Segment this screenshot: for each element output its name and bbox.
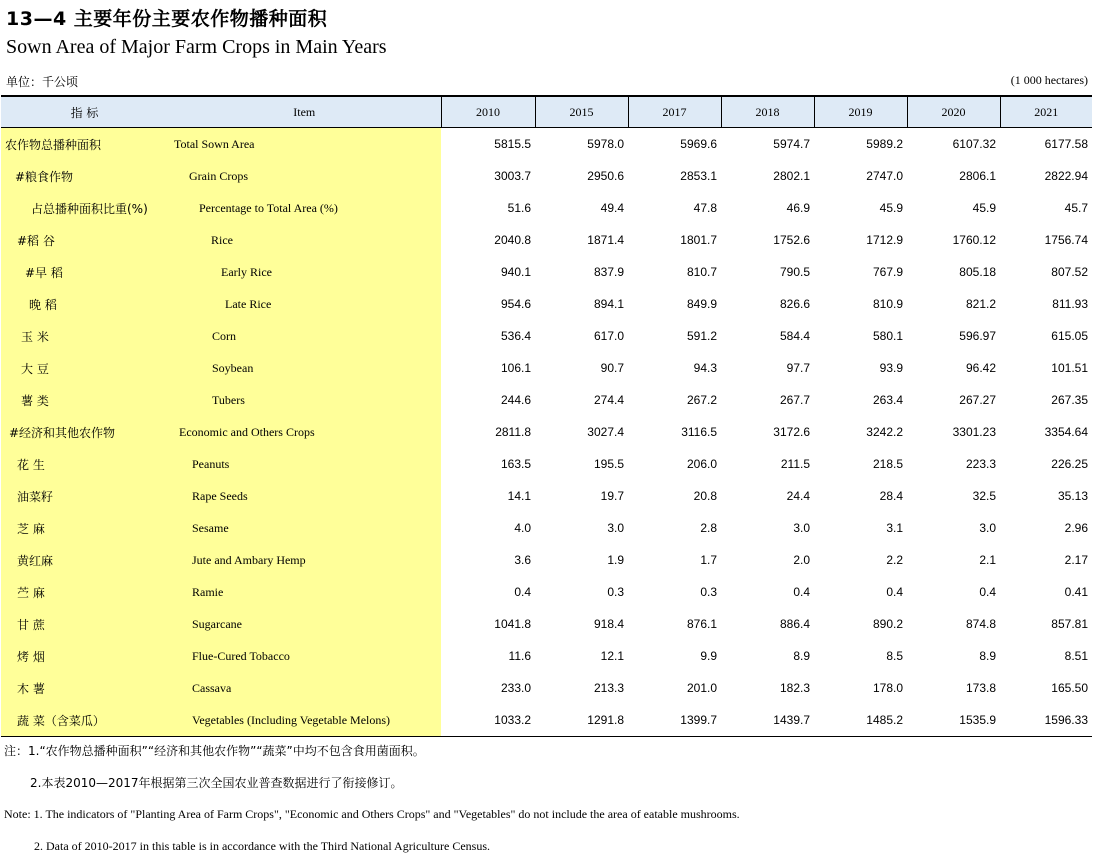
value-cell: 3003.7 [494,169,531,183]
table-row [1,128,1092,161]
row-label-cn: 甘 蔗 [1,608,168,640]
value-cell: 20.8 [693,489,717,503]
value-cell: 3301.23 [952,425,996,439]
value-cell: 2802.1 [773,169,810,183]
row-label-cn: #粮食作物 [1,160,168,192]
value-cell: 0.4 [886,585,903,599]
value-cell: 954.6 [500,297,531,311]
value-cell: 8.51 [1064,649,1088,663]
note-cn-2: 2.本表2010—2017年根据第三次全国农业普查数据进行了衔接修订。 [30,776,403,790]
value-cell: 591.2 [686,329,717,343]
value-cell: 8.9 [793,649,810,663]
value-cell: 97.7 [786,361,810,375]
value-cell: 894.1 [593,297,624,311]
value-cell: 8.9 [979,649,996,663]
table-title-en: Sown Area of Major Farm Crops in Main Years [6,36,387,58]
row-label-cn: 蔬 菜（含菜瓜） [1,704,168,737]
value-cell: 3.1 [886,521,903,535]
value-cell: 93.9 [879,361,903,375]
row-label-en: Sesame [168,512,441,544]
value-cell: 2811.8 [495,425,531,439]
value-cell: 1439.7 [721,704,814,737]
value-cell: 244.6 [500,393,531,407]
value-cell: 3354.64 [1044,425,1088,439]
value-cell: 849.9 [686,297,717,311]
value-cell: 11.6 [508,649,531,663]
value-cell: 45.9 [972,201,996,215]
value-cell: 195.5 [593,457,624,471]
row-label-cn: 晚 稻 [1,288,168,320]
value-cell: 267.7 [779,393,810,407]
value-cell: 4.0 [514,521,531,535]
value-cell: 1712.9 [866,233,903,247]
value-cell: 9.9 [700,649,717,663]
row-label-en: Soybean [168,352,441,384]
table-row [1,352,1092,384]
table-row [1,608,1092,640]
value-cell: 206.0 [686,457,717,471]
value-cell: 2.0 [793,553,810,567]
row-label-en: Rape Seeds [168,480,441,512]
value-cell: 5815.5 [494,137,531,151]
row-label-cn: 烤 烟 [1,640,168,672]
value-cell: 274.4 [593,393,624,407]
table-row [1,416,1092,448]
value-cell: 918.4 [593,617,624,631]
header-indicator: 指 标 [1,96,168,128]
row-label-en: Ramie [168,576,441,608]
value-cell: 96.42 [965,361,996,375]
value-cell: 1871.4 [587,233,624,247]
value-cell: 807.52 [1051,265,1088,279]
value-cell: 826.6 [779,297,810,311]
value-cell: 3116.5 [681,425,717,439]
value-cell: 3.0 [793,521,810,535]
table-row [1,192,1092,224]
value-cell: 2747.0 [866,169,903,183]
value-cell: 35.13 [1057,489,1088,503]
header-year: 2010 [441,96,535,128]
row-label-en: Late Rice [168,288,441,320]
table-row [1,288,1092,320]
row-label-cn: 玉 米 [1,320,168,352]
value-cell: 805.18 [959,265,996,279]
value-cell: 617.0 [593,329,624,343]
row-label-cn: 芝 麻 [1,512,168,544]
value-cell: 2950.6 [587,169,624,183]
value-cell: 2.17 [1064,553,1088,567]
value-cell: 226.25 [1051,457,1088,471]
row-label-cn: 黄红麻 [1,544,168,576]
header-year: 2021 [1000,96,1092,128]
value-cell: 1801.7 [680,233,717,247]
row-label-cn: #稻 谷 [1,224,168,256]
value-cell: 811.93 [1052,297,1088,311]
unit-label-cn: 单位：千公顷 [6,75,79,89]
table-row [1,576,1092,608]
header-year: 2015 [535,96,628,128]
value-cell: 106.1 [500,361,531,375]
value-cell: 580.1 [872,329,903,343]
value-cell: 0.4 [793,585,810,599]
value-cell: 28.4 [879,489,903,503]
value-cell: 223.3 [965,457,996,471]
table-row [1,672,1092,704]
row-label-cn: 占总播种面积比重(%) [1,192,168,224]
row-label-en: Grain Crops [168,160,441,192]
value-cell: 890.2 [872,617,903,631]
table-row [1,384,1092,416]
row-label-cn: 薯 类 [1,384,168,416]
value-cell: 3.0 [607,521,624,535]
value-cell: 790.5 [779,265,810,279]
value-cell: 3.6 [514,553,531,567]
row-label-en: Sugarcane [168,608,441,640]
row-label-cn: 花 生 [1,448,168,480]
table-row [1,480,1092,512]
row-label-cn: 大 豆 [1,352,168,384]
row-label-en: Cassava [168,672,441,704]
value-cell: 1399.7 [628,704,721,737]
value-cell: 6177.58 [1044,137,1088,151]
value-cell: 5969.6 [680,137,717,151]
value-cell: 2.96 [1064,521,1088,535]
value-cell: 0.4 [979,585,996,599]
row-label-en: Total Sown Area [168,128,441,161]
value-cell: 1760.12 [952,233,996,247]
row-label-en: Economic and Others Crops [168,416,441,448]
note-cn-1: 注：1.“农作物总播种面积”“经济和其他农作物”“蔬菜”中均不包含食用菌面积。 [4,744,425,758]
value-cell: 1291.8 [535,704,628,737]
value-cell: 536.4 [500,329,531,343]
value-cell: 2822.94 [1044,169,1088,183]
value-cell: 267.27 [959,393,996,407]
value-cell: 267.2 [686,393,717,407]
value-cell: 837.9 [593,265,624,279]
value-cell: 51.6 [507,201,531,215]
header-year: 2018 [721,96,814,128]
value-cell: 1.9 [607,553,624,567]
value-cell: 940.1 [500,265,531,279]
crop-area-table [1,95,1092,737]
value-cell: 218.5 [872,457,903,471]
header-year: 2020 [907,96,1000,128]
header-item: Item [168,96,441,128]
value-cell: 182.3 [779,681,810,695]
note-en-1: Note: 1. The indicators of "Planting Area of Farm Crops", "Economic and Others Crops" and "Vegetables" do not include the area of eatable mushrooms. [4,807,740,821]
value-cell: 876.1 [686,617,717,631]
value-cell: 1.7 [700,553,717,567]
value-cell: 0.41 [1064,585,1088,599]
value-cell: 3027.4 [587,425,624,439]
row-label-en: Tubers [168,384,441,416]
value-cell: 0.3 [700,585,717,599]
row-label-cn: 农作物总播种面积 [1,128,168,161]
value-cell: 2.2 [886,553,903,567]
value-cell: 2853.1 [680,169,717,183]
value-cell: 46.9 [786,201,810,215]
value-cell: 5974.7 [773,137,810,151]
header-row [1,96,1092,128]
value-cell: 5978.0 [587,137,624,151]
value-cell: 94.3 [693,361,717,375]
value-cell: 1485.2 [814,704,907,737]
row-label-cn: #早 稻 [1,256,168,288]
table-row [1,224,1092,256]
value-cell: 1041.8 [494,617,531,631]
value-cell: 886.4 [779,617,810,631]
row-label-en: Flue-Cured Tobacco [168,640,441,672]
value-cell: 47.8 [693,201,717,215]
value-cell: 2040.8 [494,233,531,247]
value-cell: 2.8 [700,521,717,535]
table-row [1,544,1092,576]
value-cell: 810.9 [872,297,903,311]
value-cell: 2.1 [979,553,996,567]
row-label-en: Peanuts [168,448,441,480]
value-cell: 584.4 [779,329,810,343]
value-cell: 90.7 [600,361,624,375]
value-cell: 857.81 [1051,617,1088,631]
value-cell: 1596.33 [1000,704,1092,737]
row-label-en: Early Rice [168,256,441,288]
value-cell: 615.05 [1051,329,1088,343]
value-cell: 45.9 [879,201,903,215]
table-row [1,704,1092,737]
row-label-cn: #经济和其他农作物 [1,416,168,448]
table-title-cn: 13—4 主要年份主要农作物播种面积 [6,8,328,30]
value-cell: 0.4 [514,585,531,599]
row-label-en: Jute and Ambary Hemp [168,544,441,576]
value-cell: 12.1 [600,649,624,663]
value-cell: 596.97 [959,329,996,343]
value-cell: 32.5 [972,489,996,503]
value-cell: 1535.9 [907,704,1000,737]
value-cell: 5989.2 [866,137,903,151]
value-cell: 3172.6 [773,425,810,439]
value-cell: 213.3 [593,681,624,695]
value-cell: 874.8 [965,617,996,631]
value-cell: 173.8 [965,681,996,695]
value-cell: 14.1 [507,489,531,503]
value-cell: 810.7 [686,265,717,279]
value-cell: 24.4 [786,489,810,503]
table-row [1,512,1092,544]
value-cell: 6107.32 [952,137,996,151]
value-cell: 101.51 [1051,361,1088,375]
value-cell: 165.50 [1051,681,1088,695]
value-cell: 263.4 [872,393,903,407]
value-cell: 163.5 [500,457,531,471]
value-cell: 49.4 [600,201,624,215]
table-row [1,160,1092,192]
value-cell: 178.0 [872,681,903,695]
value-cell: 821.2 [965,297,996,311]
row-label-cn: 木 薯 [1,672,168,704]
table-row [1,256,1092,288]
value-cell: 767.9 [872,265,903,279]
value-cell: 2806.1 [959,169,996,183]
value-cell: 211.5 [780,457,810,471]
row-label-en: Rice [168,224,441,256]
row-label-en: Corn [168,320,441,352]
unit-label-en: (1 000 hectares) [1010,73,1088,87]
header-year: 2019 [814,96,907,128]
value-cell: 3.0 [979,521,996,535]
note-en-2: 2. Data of 2010-2017 in this table is in accordance with the Third National Agriculture Census. [34,839,491,853]
value-cell: 1752.6 [773,233,810,247]
value-cell: 201.0 [686,681,717,695]
value-cell: 3242.2 [866,425,903,439]
value-cell: 45.7 [1064,201,1088,215]
value-cell: 19.7 [600,489,624,503]
table-row [1,320,1092,352]
value-cell: 1033.2 [441,704,535,737]
row-label-cn: 油菜籽 [1,480,168,512]
value-cell: 233.0 [500,681,531,695]
value-cell: 8.5 [886,649,903,663]
value-cell: 267.35 [1051,393,1088,407]
row-label-en: Percentage to Total Area (%) [168,192,441,224]
row-label-cn: 苎 麻 [1,576,168,608]
table-row [1,640,1092,672]
value-cell: 1756.74 [1044,233,1088,247]
row-label-en: Vegetables (Including Vegetable Melons) [168,704,441,737]
value-cell: 0.3 [607,585,624,599]
header-year: 2017 [628,96,721,128]
table-row [1,448,1092,480]
